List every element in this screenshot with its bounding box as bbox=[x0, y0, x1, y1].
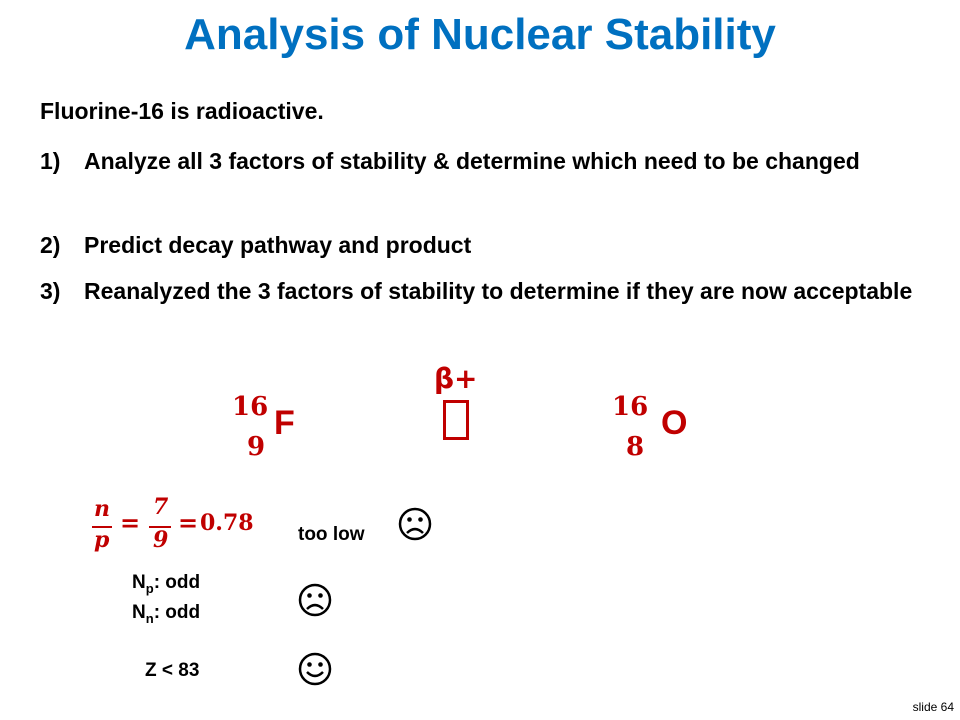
ratio-value: 0.78 bbox=[200, 510, 254, 536]
ratio-seven bbox=[153, 494, 168, 520]
ratio-n bbox=[94, 496, 110, 522]
step-1-number: 1) bbox=[40, 148, 61, 174]
parity-protons-prefix: N bbox=[132, 572, 146, 593]
ratio-numerator: n bbox=[94, 496, 110, 522]
product-mass-number: 16 bbox=[612, 392, 649, 422]
ratio-equals-2: = bbox=[178, 508, 199, 537]
ratio-denominator-value: 9 bbox=[153, 527, 169, 553]
ratio-equals-1: = bbox=[120, 508, 141, 537]
ratio-numerator-value: 7 bbox=[153, 494, 169, 520]
ratio-p bbox=[94, 527, 109, 553]
intro-text: Fluorine-16 is radioactive. bbox=[40, 98, 324, 124]
product-symbol: O bbox=[661, 404, 688, 442]
z-note: Z < 83 bbox=[145, 660, 200, 681]
reactant-symbol: F bbox=[274, 404, 295, 442]
ratio-nine bbox=[153, 527, 168, 553]
ratio-denominator: p bbox=[94, 527, 110, 553]
sad-face-icon bbox=[298, 583, 332, 617]
beta-plus-label: β+ bbox=[434, 362, 478, 395]
ratio-note: too low bbox=[298, 524, 365, 545]
slide-number: slide 64 bbox=[912, 700, 954, 714]
step-3-number: 3) bbox=[40, 278, 61, 304]
smiley-face-icon bbox=[298, 652, 332, 686]
step-2-number: 2) bbox=[40, 232, 61, 258]
product-atomic-number: 8 bbox=[626, 432, 645, 462]
reactant-atomic-number: 9 bbox=[247, 432, 266, 462]
parity-protons-value: : odd bbox=[153, 572, 201, 593]
sad-face-icon bbox=[398, 507, 432, 541]
slide-title: Analysis of Nuclear Stability bbox=[184, 10, 776, 59]
parity-protons bbox=[132, 572, 200, 596]
parity-neutrons-prefix: N bbox=[132, 602, 146, 623]
decay-arrow-icon bbox=[443, 400, 469, 440]
step-3-text: Reanalyzed the 3 factors of stability to determine if they are now acceptable bbox=[84, 278, 913, 304]
reactant-mass-number: 16 bbox=[232, 392, 269, 422]
parity-protons-sub: p bbox=[145, 580, 154, 596]
step-2-text: Predict decay pathway and product bbox=[84, 232, 472, 258]
step-1-text: Analyze all 3 factors of stability & determine which need to be changed bbox=[84, 148, 860, 174]
parity-neutrons-value: : odd bbox=[153, 602, 201, 623]
parity-neutrons-sub: n bbox=[145, 610, 154, 626]
parity-neutrons bbox=[132, 602, 200, 626]
